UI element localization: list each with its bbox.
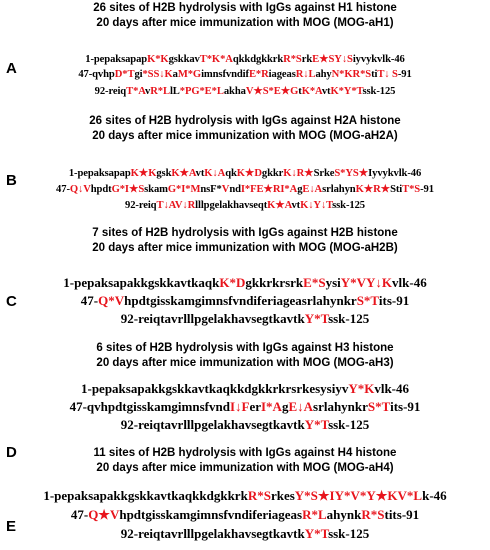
cleavage-site: E*R [248,69,269,80]
panel-b-seq-line1 [0,167,490,179]
cleavage-site: T*K*A [199,54,233,65]
sequence-segment: qkkdgkkrk [232,54,284,65]
cleavage-site: T*A [126,86,146,97]
sequence-segment: ssk-125 [328,311,370,326]
sequence-segment: hpdt [90,184,112,195]
cleavage-site: T↓ S [377,69,398,80]
panel-d-seq-line1 [0,381,490,397]
sequence-segment: hpdtgisskamgimnsfvndiferiageas [119,507,303,522]
panel-a-title-line1: 26 sites of H2B hydrolysis with IgGs against H1 histone [93,2,397,14]
cleavage-site: R*S [247,488,271,503]
panel-b-label: B [6,172,17,189]
sequence-segment: Iyvykvlk-46 [368,168,422,179]
cleavage-site: G*I*M [167,184,201,195]
sequence-segment: its-91 [390,399,421,414]
sequence-segment: 47-qvhp [78,69,115,80]
sequence-segment: -91 [420,184,434,195]
cleavage-site: K*A [301,86,322,97]
sequence-segment: lllpgelakhavseqt [195,200,268,211]
sequence-segment: srlahynkr [313,399,368,414]
sequence-segment: tits-91 [384,507,420,522]
panel-a-title-line2: 20 days after mice immunization with MOG (MOG-aH1) [96,17,394,29]
cleavage-site: E*S [303,275,326,290]
panel-e-title-line1: 11 sites of H2B hydrolysis with IgGs against H4 histone [93,447,397,459]
sequence-segment: g [281,399,289,414]
sequence-segment: vlk-46 [374,381,409,396]
panel-c-seq-line2 [0,293,490,309]
panel-d-title-line2: 20 days after mice immunization with MOG (MOG-aH3) [96,357,394,369]
sequence-segment: 1-pepaksapap [68,168,131,179]
sequence-segment: 92-reiqtavrlllpgelakhavsegtkavtk [120,526,305,541]
cleavage-site: E★SY↓S [312,54,353,65]
cleavage-site: I*A [261,399,282,414]
cleavage-site: *PG*E*L [179,86,224,97]
panel-d-label: D [6,444,17,461]
cleavage-site: T↓AV↓R [156,200,196,211]
panel-d-seq-line2 [0,399,490,415]
sequence-segment: ahy [315,69,332,80]
cleavage-site: Q*V [98,293,125,308]
sequence-segment: nsF* [200,184,222,195]
cleavage-site: Y*T [304,417,329,432]
cleavage-site: I*FE★RI*A [240,184,298,195]
sequence-segment: a [172,69,178,80]
sequence-segment: its-91 [378,293,410,308]
panel-b-title-line2: 20 days after mice immunization with MOG (MOG-aH2A) [92,130,398,142]
sequence-segment: 92-reiq [125,200,157,211]
panel-c-title-line2: 20 days after mice immunization with MOG (MOG-aH2B) [92,242,398,254]
sequence-segment: Srke [313,168,335,179]
cleavage-site: S*T [367,399,391,414]
sequence-segment: 47- [70,507,89,522]
sequence-segment: ssk-125 [328,417,370,432]
cleavage-site: Y*T [304,526,329,541]
sequence-segment: t [298,86,302,97]
sequence-segment: 1-pepaksapakkgskkavtkaqkkdgkkrkrsrkesysiyv [81,381,349,396]
cleavage-site: I↓F [229,399,250,414]
cleavage-site: V★S*E★G [245,86,299,97]
cleavage-site: Q★V [88,507,120,522]
cleavage-site: *SS↓K [142,69,173,80]
cleavage-site: K↓Y↓T [300,200,333,211]
sequence-segment: ssk-125 [328,526,370,541]
cleavage-site: R*L [302,507,327,522]
panel-c-seq-line1 [0,275,490,291]
cleavage-site: E↓A [302,184,323,195]
sequence-segment: gsk [156,168,172,179]
panel-a-label: A [6,60,17,77]
sequence-segment: akha [223,86,246,97]
panel-a-seq-line2 [0,69,490,80]
cleavage-site: K↓A [204,168,226,179]
cleavage-site: D*T [114,69,135,80]
cleavage-site: K★R★ [355,184,391,195]
cleavage-site: K★A [171,168,196,179]
cleavage-site: Q↓V [69,184,91,195]
sequence-segment: ssk-125 [362,86,396,97]
panel-c-seq-line3 [0,311,490,327]
cleavage-site: K*K [147,54,169,65]
panel-e-seq-line3 [0,526,490,542]
sequence-segment: skam [144,184,168,195]
sequence-segment: 47-qvhpdtgisskamgimnsfvnd [69,399,230,414]
sequence-segment: 47- [56,184,70,195]
sequence-segment: gi [134,69,143,80]
panel-e-label: E [6,518,17,535]
sequence-segment: v [145,86,151,97]
sequence-segment: -91 [397,69,412,80]
cleavage-site: T*S [402,184,421,195]
sequence-segment: vlk-46 [392,275,427,290]
panel-c-label: C [6,293,17,310]
sequence-segment: 47- [80,293,99,308]
sequence-segment: 1-pepaksapakkgskkavtkaqk [63,275,220,290]
sequence-segment: gkkr [261,168,284,179]
sequence-segment: gkkrkrsrk [245,275,304,290]
sequence-segment: k-46 [422,488,447,503]
sequence-segment: 92-reiq [94,86,127,97]
cleavage-site: R*L [150,86,170,97]
cleavage-site: Y*T [304,311,329,326]
sequence-segment: imnsfvndif [201,69,249,80]
panel-e-seq-line2 [0,507,490,523]
sequence-segment: iyvykvlk-46 [352,54,405,65]
sequence-segment: gskkav [168,54,200,65]
cleavage-site: K★K [130,168,157,179]
sequence-segment: lL [169,86,180,97]
cleavage-site: K*Y*T [330,86,363,97]
cleavage-site: V [221,184,230,195]
panel-a-seq-line1 [0,53,490,65]
sequence-segment: ysi [325,275,341,290]
sequence-segment: rk [301,54,313,65]
sequence-segment: 1-pepaksapap [85,54,148,65]
panel-d-seq-line3 [0,417,490,433]
cleavage-site: E↓A [288,399,314,414]
sequence-segment: iageas [268,69,296,80]
cleavage-site: K★A [267,200,292,211]
cleavage-site: G*I★S [111,184,145,195]
sequence-segment: vt [195,168,205,179]
sequence-segment: vt [321,86,331,97]
sequence-segment: ahynk [326,507,362,522]
cleavage-site: R↓L [295,69,316,80]
panel-d-title-line1: 6 sites of H2B hydrolysis with IgGs against H3 histone [96,342,394,354]
cleavage-site: Y*S★IY*V*Y★KV*L [294,488,423,503]
sequence-segment: vt [291,200,301,211]
sequence-segment: ti [371,69,378,80]
cleavage-site: K↓R★ [283,168,314,179]
sequence-segment: hpdtgisskamgimnsfvndiferiageasrlahynkr [124,293,357,308]
sequence-segment: ssk-125 [332,200,365,211]
cleavage-site: S*T [356,293,379,308]
cleavage-site: M*G [177,69,202,80]
sequence-segment: er [249,399,261,414]
panel-b-title-line1: 26 sites of H2B hydrolysis with IgGs against H2A histone [89,115,401,127]
sequence-segment: g [297,184,303,195]
cleavage-site: K*D [219,275,246,290]
cleavage-site: K★D [236,168,262,179]
sequence-segment: Sti [390,184,403,195]
sequence-segment: nd [229,184,241,195]
panel-b-seq-line3 [0,199,490,211]
sequence-segment: 92-reiqtavrlllpgelakhavsegtkavtk [120,417,305,432]
cleavage-site: Y*K [348,381,375,396]
panel-e-seq-line1 [0,488,490,504]
cleavage-site: R*S [361,507,385,522]
cleavage-site: Y*VY↓K [340,275,393,290]
cleavage-site: R*S [283,54,302,65]
sequence-segment: rkes [270,488,295,503]
sequence-segment: 1-pepaksapakkgskkavtkaqkkdgkkrk [43,488,248,503]
sequence-segment: qk [225,168,237,179]
panel-c-title-line1: 7 sites of H2B hydrolysis with IgGs against H2B histone [92,227,398,239]
cleavage-site: S*YS★ [334,168,369,179]
panel-a-seq-line3 [0,85,490,97]
sequence-segment: srlahyn [322,184,356,195]
panel-e-title-line2: 20 days after mice immunization with MOG (MOG-aH4) [96,462,394,474]
sequence-segment: 92-reiqtavrlllpgelakhavsegtkavtk [120,311,305,326]
cleavage-site: N*KR*S [331,69,372,80]
panel-b-seq-line2 [0,183,490,195]
